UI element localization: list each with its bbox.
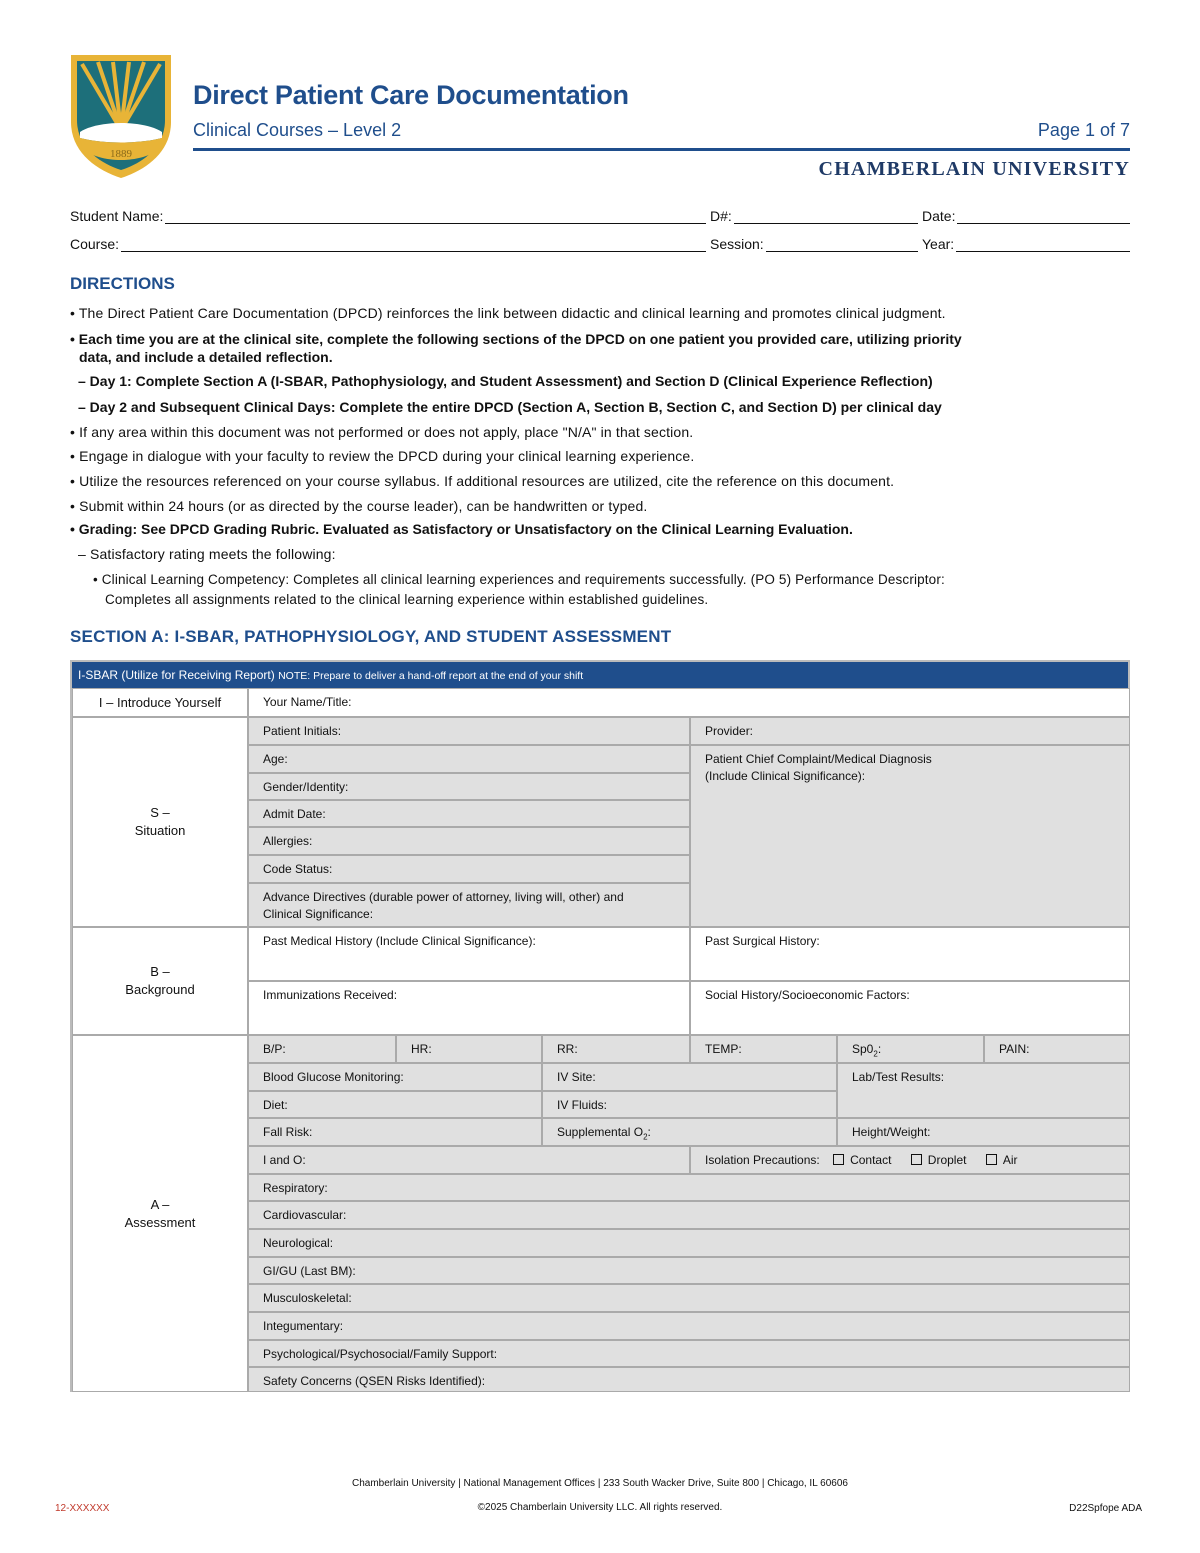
admit-date-cell[interactable] [248, 800, 690, 827]
diet-label: Diet: [263, 1098, 288, 1112]
directions-heading: DIRECTIONS [70, 274, 175, 293]
situation-letter: S – [150, 805, 170, 820]
lab-results-label: Lab/Test Results: [852, 1070, 945, 1084]
fall-risk-cell[interactable] [248, 1118, 542, 1146]
contact-label: Contact [850, 1153, 892, 1167]
height-weight-label: Height/Weight: [852, 1125, 931, 1139]
musculoskeletal-cell[interactable] [248, 1284, 1130, 1312]
psychosocial-cell[interactable] [248, 1340, 1130, 1367]
background-label [72, 927, 248, 1035]
iv-fluids-cell[interactable] [542, 1091, 837, 1118]
neurological-label: Neurological: [263, 1236, 334, 1250]
gender-label: Gender/Identity: [263, 780, 349, 794]
your-name-title-cell[interactable] [248, 688, 1130, 717]
cardiovascular-cell[interactable] [248, 1201, 1130, 1229]
temp-label: TEMP: [705, 1042, 742, 1056]
gi-gu-label: GI/GU (Last BM): [263, 1264, 356, 1278]
air-label: Air [1002, 1153, 1018, 1167]
isbar-header-bar [72, 662, 1128, 688]
pain-label: PAIN: [999, 1042, 1030, 1056]
advance-directives-note: Clinical Significance: [263, 907, 374, 921]
bp-label: B/P: [263, 1042, 286, 1056]
isbar-header-title: I-SBAR (Utilize for Receiving Report) [78, 668, 275, 682]
direction-line: • Each time you are at the clinical site, complete the following sections of the DPCD on one patient you provided care, utilizing priority [70, 331, 962, 347]
session-label: Session: [710, 236, 764, 252]
direction-line: • The Direct Patient Care Documentation (DPCD) reinforces the link between didactic and clinical learning and promotes clinical judgment. [70, 305, 946, 321]
introduce-label: I – Introduce Yourself [72, 688, 248, 717]
document-title: Direct Patient Care Documentation [193, 80, 629, 110]
rr-cell[interactable] [542, 1035, 690, 1063]
situation-label [72, 717, 248, 927]
intake-output-label: I and O: [263, 1153, 306, 1167]
direction-line: • Engage in dialogue with your faculty to review the DPCD during your clinical learning experience. [70, 448, 695, 464]
direction-line: • Grading: See DPCD Grading Rubric. Evaluated as Satisfactory or Unsatisfactory on the Clinical Learning Evaluation. [70, 521, 853, 537]
admit-date-label: Admit Date: [263, 807, 326, 821]
safety-concerns-cell[interactable] [248, 1367, 1130, 1392]
advance-directives-cell[interactable] [248, 883, 690, 927]
direction-line: • Submit within 24 hours (or as directed by the course leader), can be handwritten or typed. [70, 498, 648, 514]
gi-gu-cell[interactable] [248, 1257, 1130, 1284]
safety-concerns-label: Safety Concerns (QSEN Risks Identified): [263, 1374, 486, 1388]
direction-line: data, and include a detailed reflection. [79, 349, 333, 365]
direction-line: – Day 1: Complete Section A (I-SBAR, Pathophysiology, and Student Assessment) and Section D (Clinical Experience Reflection) [78, 373, 933, 389]
student-id-field[interactable] [710, 208, 918, 224]
patient-initials-label: Patient Initials: [263, 724, 342, 738]
cardiovascular-label: Cardiovascular: [263, 1208, 347, 1222]
crest-year: 1889 [110, 148, 132, 160]
iv-fluids-label: IV Fluids: [557, 1098, 608, 1112]
year-field[interactable] [922, 236, 1130, 252]
direction-line: – Day 2 and Subsequent Clinical Days: Complete the entire DPCD (Section A, Section B, Section C, and Section D) per clinical day [78, 399, 942, 415]
footer-version: D22Spfope ADA [1069, 1503, 1142, 1514]
course-field[interactable] [70, 236, 706, 252]
student-name-field[interactable] [70, 208, 706, 224]
footer-address: Chamberlain University | National Management Offices | 233 South Wacker Drive, Suite 800 | Chicago, IL 60606 [351, 1478, 848, 1489]
direction-line: • If any area within this document was not performed or does not apply, place "N/A" in that section. [70, 424, 694, 440]
your-name-title-label: Your Name/Title: [263, 695, 352, 709]
document-subtitle: Clinical Courses – Level 2 [193, 120, 402, 140]
student-name-label: Student Name: [70, 208, 164, 224]
spo2-subscript: 2 [873, 1049, 878, 1059]
air-checkbox[interactable] [986, 1154, 997, 1165]
integumentary-cell[interactable] [248, 1312, 1130, 1340]
respiratory-cell[interactable] [248, 1174, 1130, 1201]
past-surgical-history-label: Past Surgical History: [705, 934, 820, 948]
date-line[interactable] [957, 209, 1130, 224]
spo2-label: Sp0 [852, 1042, 874, 1056]
iv-site-label: IV Site: [557, 1070, 596, 1084]
background-letter: B – [150, 964, 170, 979]
student-name-line[interactable] [165, 209, 706, 224]
course-label: Course: [70, 236, 120, 252]
university-crest-logo [68, 52, 174, 180]
background-word: Background [125, 982, 195, 997]
footer-document-code: 12-XXXXXX [55, 1503, 110, 1514]
supplemental-o2-subscript: 2 [643, 1132, 648, 1142]
code-status-cell[interactable] [248, 855, 690, 883]
gender-cell[interactable] [248, 773, 690, 800]
age-cell[interactable] [248, 745, 690, 773]
provider-label: Provider: [705, 724, 754, 738]
direction-line: Completes all assignments related to the clinical learning experience within established guidelines. [105, 592, 709, 607]
immunizations-label: Immunizations Received: [263, 988, 398, 1002]
isbar-table [70, 660, 1130, 1392]
fall-risk-label: Fall Risk: [263, 1125, 313, 1139]
date-label: Date: [922, 208, 956, 224]
isolation-precautions-label: Isolation Precautions: [705, 1153, 820, 1167]
intake-output-cell[interactable] [248, 1146, 690, 1174]
hr-cell[interactable] [396, 1035, 542, 1063]
year-line[interactable] [956, 237, 1130, 252]
title-divider [193, 148, 1130, 151]
supplemental-o2-colon: : [647, 1125, 651, 1139]
supplemental-o2-label: Supplemental O [557, 1125, 644, 1139]
respiratory-label: Respiratory: [263, 1181, 328, 1195]
direction-line: – Satisfactory rating meets the following: [78, 546, 336, 562]
footer-copyright: ©2025 Chamberlain University LLC. All rights reserved. [477, 1502, 723, 1513]
rr-label: RR: [557, 1042, 578, 1056]
page-number: Page 1 of 7 [1037, 120, 1130, 140]
assessment-word: Assessment [124, 1214, 196, 1230]
psychosocial-label: Psychological/Psychosocial/Family Support: [263, 1347, 498, 1361]
spo2-colon: : [877, 1042, 882, 1056]
student-id-label: D#: [710, 208, 732, 224]
university-wordmark: CHAMBERLAIN UNIVERSITY [818, 158, 1130, 180]
advance-directives-label: Advance Directives (durable power of attorney, living will, other) and [263, 890, 624, 904]
bp-cell[interactable] [248, 1035, 396, 1063]
section-a-heading: SECTION A: I-SBAR, PATHOPHYSIOLOGY, AND STUDENT ASSESSMENT [70, 627, 672, 646]
allergies-label: Allergies: [263, 834, 313, 848]
past-medical-history-label: Past Medical History (Include Clinical Significance): [263, 934, 536, 948]
iv-site-cell[interactable] [542, 1063, 837, 1091]
supplemental-o2-cell[interactable] [542, 1118, 837, 1146]
integumentary-label: Integumentary: [263, 1319, 344, 1333]
chief-complaint-note: (Include Clinical Significance): [705, 769, 866, 783]
hr-label: HR: [411, 1042, 432, 1056]
social-history-cell[interactable] [690, 981, 1130, 1035]
chief-complaint-cell[interactable] [690, 745, 1130, 927]
droplet-checkbox[interactable] [911, 1154, 922, 1165]
isolation-precautions-cell [690, 1146, 1130, 1174]
allergies-cell[interactable] [248, 827, 690, 855]
assessment-label [72, 1035, 248, 1392]
lab-results-cell[interactable] [837, 1063, 1130, 1118]
direction-line: • Utilize the resources referenced on your course syllabus. If additional resources are utilized, cite the reference on this document. [70, 473, 895, 489]
student-id-line[interactable] [734, 209, 918, 224]
pain-cell[interactable] [984, 1035, 1130, 1063]
direction-line: • Clinical Learning Competency: Completes all clinical learning experiences and requirements successfully. (PO 5) Performance Descriptor: [93, 572, 945, 587]
neurological-cell[interactable] [248, 1229, 1130, 1257]
immunizations-cell[interactable] [248, 981, 690, 1035]
patient-initials-cell[interactable] [248, 717, 690, 745]
blood-glucose-cell[interactable] [248, 1063, 542, 1091]
temp-cell[interactable] [690, 1035, 837, 1063]
age-label: Age: [263, 752, 288, 766]
code-status-label: Code Status: [263, 862, 333, 876]
assessment-letter: A – [150, 1196, 170, 1212]
date-field[interactable] [922, 208, 1130, 224]
social-history-label: Social History/Socioeconomic Factors: [705, 988, 910, 1002]
past-medical-history-cell[interactable] [248, 927, 690, 981]
year-label: Year: [922, 236, 955, 252]
droplet-label: Droplet [927, 1153, 967, 1167]
spo2-cell[interactable] [837, 1035, 984, 1063]
blood-glucose-label: Blood Glucose Monitoring: [263, 1070, 404, 1084]
musculoskeletal-label: Musculoskeletal: [263, 1291, 352, 1305]
height-weight-cell[interactable] [837, 1118, 1130, 1146]
situation-word: Situation [134, 823, 186, 838]
contact-checkbox[interactable] [833, 1154, 844, 1165]
provider-cell[interactable] [690, 717, 1130, 745]
course-line[interactable] [121, 237, 706, 252]
session-field[interactable] [710, 236, 918, 252]
chief-complaint-label: Patient Chief Complaint/Medical Diagnosis [705, 752, 932, 766]
diet-cell[interactable] [248, 1091, 542, 1118]
session-line[interactable] [766, 237, 918, 252]
isbar-header-note: NOTE: Prepare to deliver a hand-off report at the end of your shift [278, 670, 584, 682]
past-surgical-history-cell[interactable] [690, 927, 1130, 981]
